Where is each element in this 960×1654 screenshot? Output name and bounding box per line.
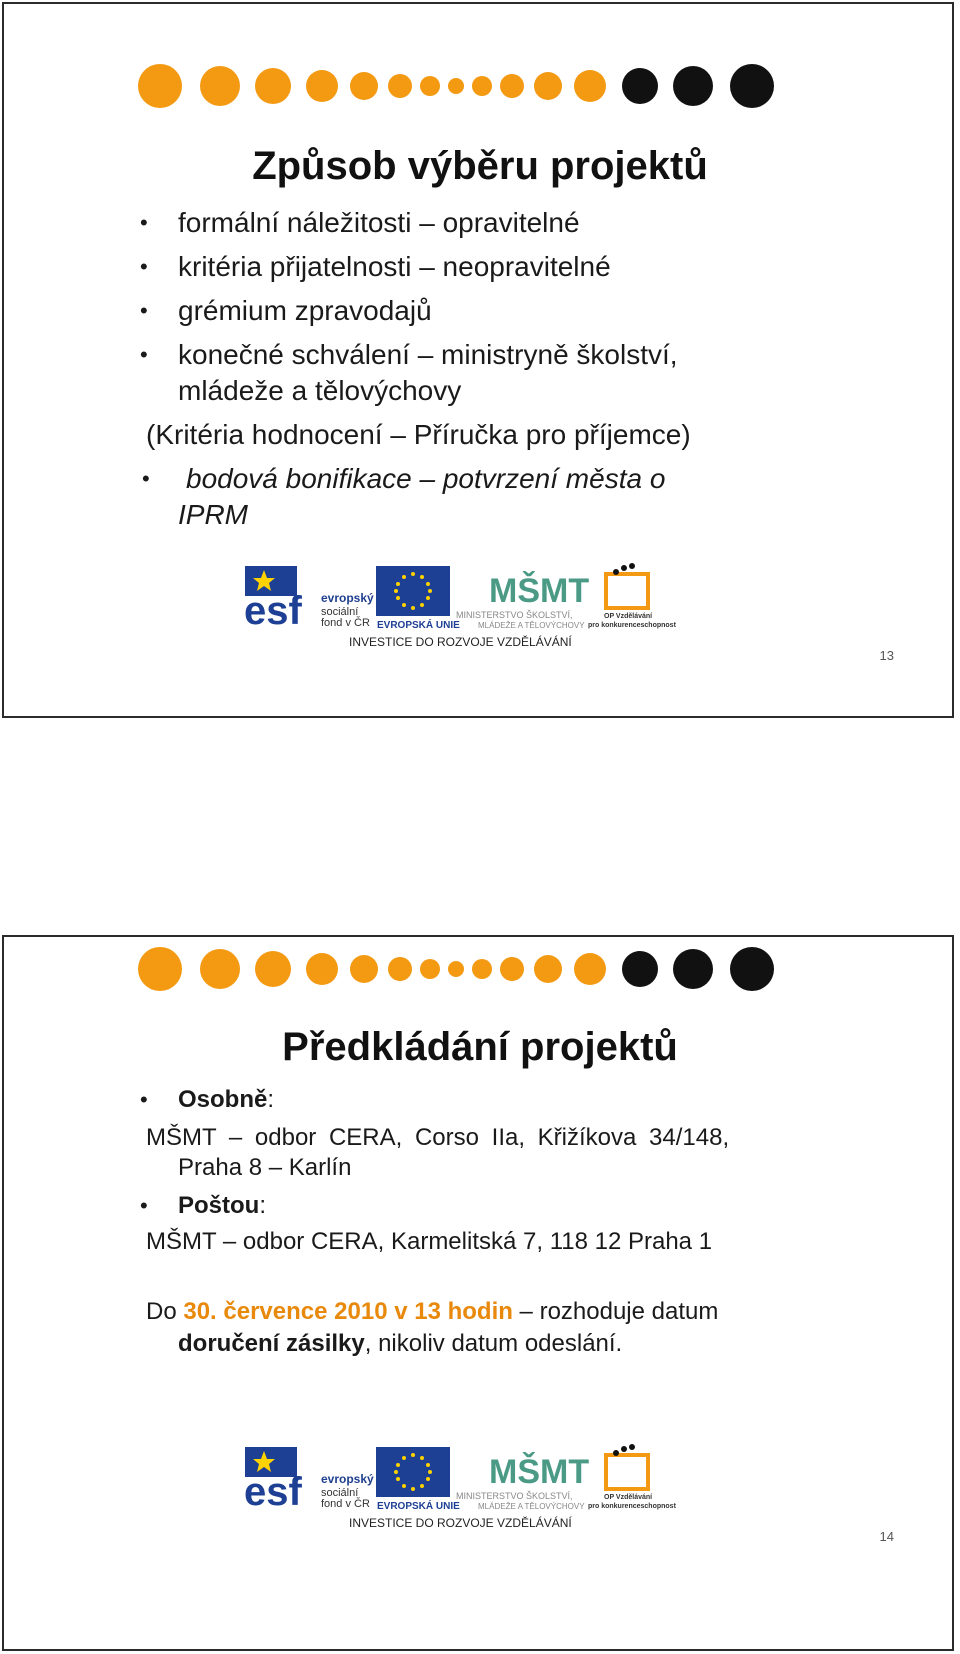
- svg-text:fond v ČR: fond v ČR: [321, 1498, 370, 1510]
- orange-dot: [534, 955, 562, 983]
- logo-strip: [4, 1441, 956, 1551]
- slide-14: [2, 935, 954, 1651]
- orange-dot: [574, 953, 606, 985]
- svg-text:MŠMT: MŠMT: [489, 572, 590, 610]
- bullet-item: • formální náležitosti – opravitelné: [140, 207, 580, 238]
- bullet-icon: •: [140, 298, 148, 323]
- svg-text:MLÁDEŽE A TĚLOVÝCHOVY: MLÁDEŽE A TĚLOVÝCHOVY: [478, 621, 585, 630]
- orange-dot: [472, 959, 492, 979]
- svg-text:evropský: evropský: [321, 1472, 374, 1486]
- slide-title: Způsob výběru projektů: [252, 144, 708, 188]
- orange-dot: [306, 70, 338, 102]
- orange-dot: [448, 78, 464, 94]
- bullet-continuation: IPRM: [178, 499, 248, 530]
- svg-text:EVROPSKÁ UNIE: EVROPSKÁ UNIE: [377, 1501, 460, 1512]
- slide-title: Předkládání projektů: [282, 1025, 678, 1069]
- svg-text:pro konkurenceschopnost: pro konkurenceschopnost: [588, 1503, 676, 1510]
- orange-dot: [534, 72, 562, 100]
- bullet-continuation: mládeže a tělovýchovy: [178, 375, 462, 406]
- investice-footer: INVESTICE DO ROZVOJE VZDĚLÁVÁNÍ: [349, 635, 572, 649]
- bullet-icon: •: [140, 210, 148, 235]
- op-logo: [588, 1444, 677, 1510]
- page-number: 14: [879, 1529, 894, 1544]
- bullet-item: • Poštou:: [178, 1189, 266, 1223]
- bullet-icon: •: [140, 254, 148, 279]
- orange-dot: [500, 957, 524, 981]
- esf-logo: [244, 566, 374, 633]
- orange-dot: [500, 74, 524, 98]
- svg-text:MLÁDEŽE A TĚLOVÝCHOVY: MLÁDEŽE A TĚLOVÝCHOVY: [478, 1502, 585, 1511]
- bullet-item-italic: • bodová bonifikace – potvrzení města o: [142, 463, 666, 494]
- svg-text:OP Vzdělávání: OP Vzdělávání: [604, 1494, 653, 1501]
- black-dot: [673, 66, 713, 106]
- orange-dot: [420, 959, 440, 979]
- deadline-line: doručení zásilky, nikoliv datum odeslání.: [178, 1330, 623, 1357]
- partner-logos: [4, 560, 956, 670]
- orange-dot: [200, 949, 240, 989]
- deadline-date: 30. července 2010 v 13 hodin: [183, 1298, 513, 1325]
- partner-logos: [4, 1441, 956, 1551]
- deadline-line: Do 30. července 2010 v 13 hodin – rozhoduje datum: [146, 1298, 719, 1325]
- orange-dot: [448, 961, 464, 977]
- svg-text:sociální: sociální: [321, 606, 359, 618]
- esf-logo: [244, 1447, 374, 1514]
- svg-text:MŠMT: MŠMT: [489, 1453, 590, 1491]
- op-logo: [588, 563, 677, 629]
- dot-decoration: [4, 885, 956, 1005]
- orange-dot: [350, 72, 378, 100]
- black-dot: [622, 68, 658, 104]
- logo-strip: [4, 560, 956, 670]
- black-dot: [730, 64, 774, 108]
- svg-text:OP Vzdělávání: OP Vzdělávání: [604, 613, 653, 620]
- bullet-item: • kritéria přijatelnosti – neopravitelné: [140, 251, 611, 282]
- orange-dot: [420, 76, 440, 96]
- orange-dot: [574, 70, 606, 102]
- black-dot: [622, 951, 658, 987]
- orange-dot: [472, 76, 492, 96]
- orange-dot: [138, 947, 182, 991]
- dot-decoration: [4, 4, 956, 124]
- eu-logo: [376, 566, 460, 631]
- orange-dot: [255, 68, 291, 104]
- investice-footer: INVESTICE DO ROZVOJE VZDĚLÁVÁNÍ: [349, 1516, 572, 1530]
- orange-dot: [388, 74, 412, 98]
- orange-dot: [138, 64, 182, 108]
- svg-text:MINISTERSTVO ŠKOLSTVÍ,: MINISTERSTVO ŠKOLSTVÍ,: [456, 1491, 573, 1501]
- black-dot: [673, 949, 713, 989]
- bullet-item: • konečné schválení – ministryně školství,: [140, 339, 678, 370]
- svg-text:MINISTERSTVO ŠKOLSTVÍ,: MINISTERSTVO ŠKOLSTVÍ,: [456, 610, 573, 620]
- svg-text:EVROPSKÁ UNIE: EVROPSKÁ UNIE: [377, 620, 460, 631]
- orange-dot: [200, 66, 240, 106]
- svg-text:sociální: sociální: [321, 1487, 359, 1499]
- bullet-icon: •: [140, 1087, 148, 1112]
- bullet-icon: •: [140, 342, 148, 367]
- eu-logo: [376, 1447, 460, 1512]
- orange-dot: [255, 951, 291, 987]
- svg-text:evropský: evropský: [321, 591, 374, 605]
- note-line: (Kritéria hodnocení – Příručka pro příjemce): [146, 419, 691, 450]
- orange-dot: [306, 953, 338, 985]
- orange-dot: [350, 955, 378, 983]
- page-number: 13: [879, 648, 894, 663]
- svg-text:esf: esf: [244, 589, 302, 633]
- msmt-logo: [456, 1452, 589, 1511]
- bullet-item: • Osobně:: [178, 1083, 274, 1117]
- bullet-icon: •: [140, 1193, 148, 1218]
- bullet-item: • grémium zpravodajů: [140, 295, 432, 326]
- black-dot: [730, 947, 774, 991]
- svg-text:fond v ČR: fond v ČR: [321, 617, 370, 629]
- address-line: Praha 8 – Karlín: [178, 1154, 352, 1181]
- msmt-logo: [456, 571, 589, 630]
- slide-13: [2, 2, 954, 718]
- orange-dot: [388, 957, 412, 981]
- bullet-icon: •: [142, 466, 150, 491]
- address-line: MŠMT – odbor CERA, Corso IIa, Křižíkova 34/148,: [146, 1124, 730, 1151]
- svg-text:esf: esf: [244, 1470, 302, 1514]
- address-line: MŠMT – odbor CERA, Karmelitská 7, 118 12 Praha 1: [146, 1228, 713, 1255]
- svg-text:pro konkurenceschopnost: pro konkurenceschopnost: [588, 622, 676, 629]
